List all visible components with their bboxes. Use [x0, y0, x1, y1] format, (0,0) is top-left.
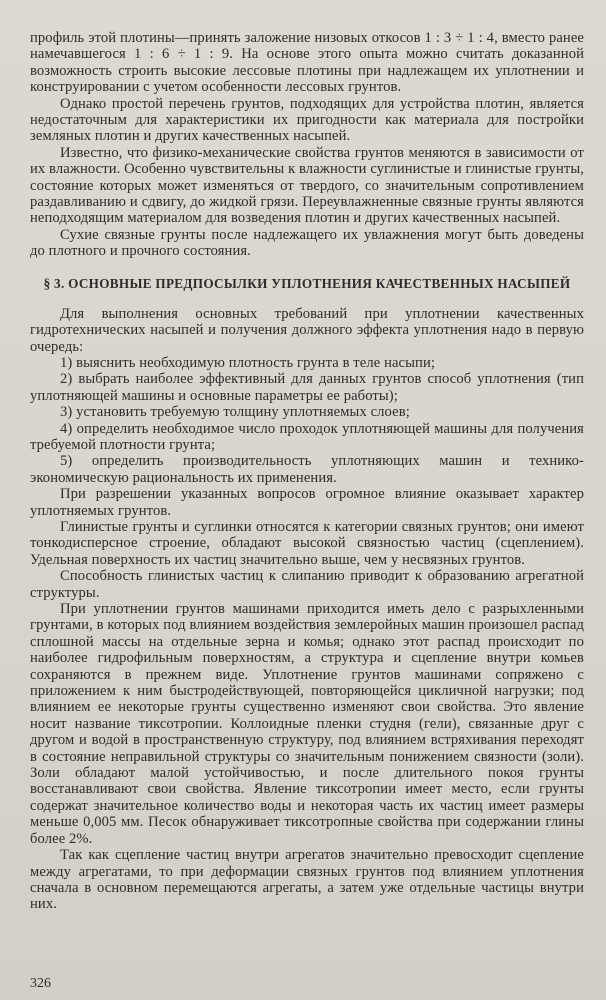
list-item: 3) установить требуемую толщину уплотняемых слоев; — [60, 404, 410, 421]
page-number: 326 — [30, 976, 51, 991]
paragraph: Глинистые грунты и суглинки относятся к категории связных грунтов; они имеют тонкодисперсное строение, обладают высокой связностью частиц (сцеплением). Удельная поверхность их частиц значительно выше, чем у несвязных грунтов. — [30, 518, 584, 568]
list-item: 2) выбрать наиболее эффективный для данных грунтов способ уплотнения (тип уплотняющей машины и основные параметры ее работы); — [30, 371, 584, 404]
top-text-block — [30, 30, 584, 260]
paragraph: Сухие связные грунты после надлежащего их увлажнения могут быть доведены до плотного и прочного состояния. — [30, 226, 584, 260]
paragraph: Способность глинистых частиц к слипанию приводит к образованию агрегатной структуры. — [30, 568, 584, 601]
list-item: 5) определить производительность уплотняющих машин и технико-экономическую рациональность их применения. — [30, 453, 584, 486]
paragraph: Известно, что физико-механические свойства грунтов меняются в зависимости от их влажности. Особенно чувствительны к влажности суглинистые и глинистые грунты, состояние которых может изменяться от твердого, со значительным сопротивлением раздавливанию и сдвигу, до жидкой грязи. Переувлажненные связные грунты являются неподходящим материалом для возведения плотин и других качественных насыпей. — [30, 144, 584, 227]
intro-paragraph: Для выполнения основных требований при уплотнении качественных гидротехнических насыпей и получения должного эффекта уплотнения надо в первую очередь: — [30, 305, 584, 355]
paragraph: При уплотнении грунтов машинами приходится иметь дело с разрыхленными грунтами, в которых под влиянием воздействия землеройных машин произошел распад сплошной массы на отдельные зерна и комья; однако этот распад происходит по наиболее гидрофильным поверхностям, а структура и сцепление внутри комьев сохраняются в прежнем виде. Уплотнение грунтов машинами сопряжено с приложением к ним быстродействующей, повторяющейся цикличной нагрузки; под влиянием ее некоторые грунты существенно изменяют свои свойства. Это явление носит название тиксотропии. Коллоидные пленки студня (гели), связанные друг с другом и водой в пространственную структуру, под влиянием встряхивания переходят в состояние неправильной структуры со значительным понижением связности (золи). Золи обладают малой устойчивостью, и после длительного покоя грунты восстанавливают свои свойства. Явление тиксотропии имеет место, если грунты содержат значительное количество воды и некоторая часть их частиц имеет размеры меньше 0,005 мм. Песок обнаруживает тиксотропные свойства при содержании глины более 2%. — [30, 601, 584, 847]
paragraph: профиль этой плотины—принять заложение низовых откосов 1 : 3 ÷ 1 : 4, вместо ранее намечавшегося 1 : 6 ÷ 1 : 9. На основе этого опыта можно считать доказанной возможность строить высокие лессовые плотины при надлежащем их уплотнении и конструировании с учетом особенности лессовых грунтов. — [30, 30, 584, 96]
paragraph: Так как сцепление частиц внутри агрегатов значительно превосходит сцепление между агрегатами, то при деформации связных грунтов под влиянием уплотнения сначала в основном перемещаются агрегаты, а затем уже отдельные частицы внутри них. — [30, 847, 584, 913]
paragraph: Однако простой перечень грунтов, подходящих для устройства плотин, является недостаточным для характеристики их пригодности как материала для постройки земляных плотин и других качественных насыпей. — [30, 95, 584, 145]
section-heading: § 3. ОСНОВНЫЕ ПРЕДПОСЫЛКИ УПЛОТНЕНИЯ КАЧЕСТВЕННЫХ НАСЫПЕЙ — [43, 275, 571, 291]
section-body — [30, 306, 584, 913]
list-item: 1) выяснить необходимую плотность грунта в теле насыпи; — [60, 354, 436, 371]
paragraph: При разрешении указанных вопросов огромное влияние оказывает характер уплотняемых грунтов. — [30, 486, 584, 519]
list-item: 4) определить необходимое число проходок уплотняющей машины для получения требуемой плотности грунта; — [30, 420, 584, 453]
